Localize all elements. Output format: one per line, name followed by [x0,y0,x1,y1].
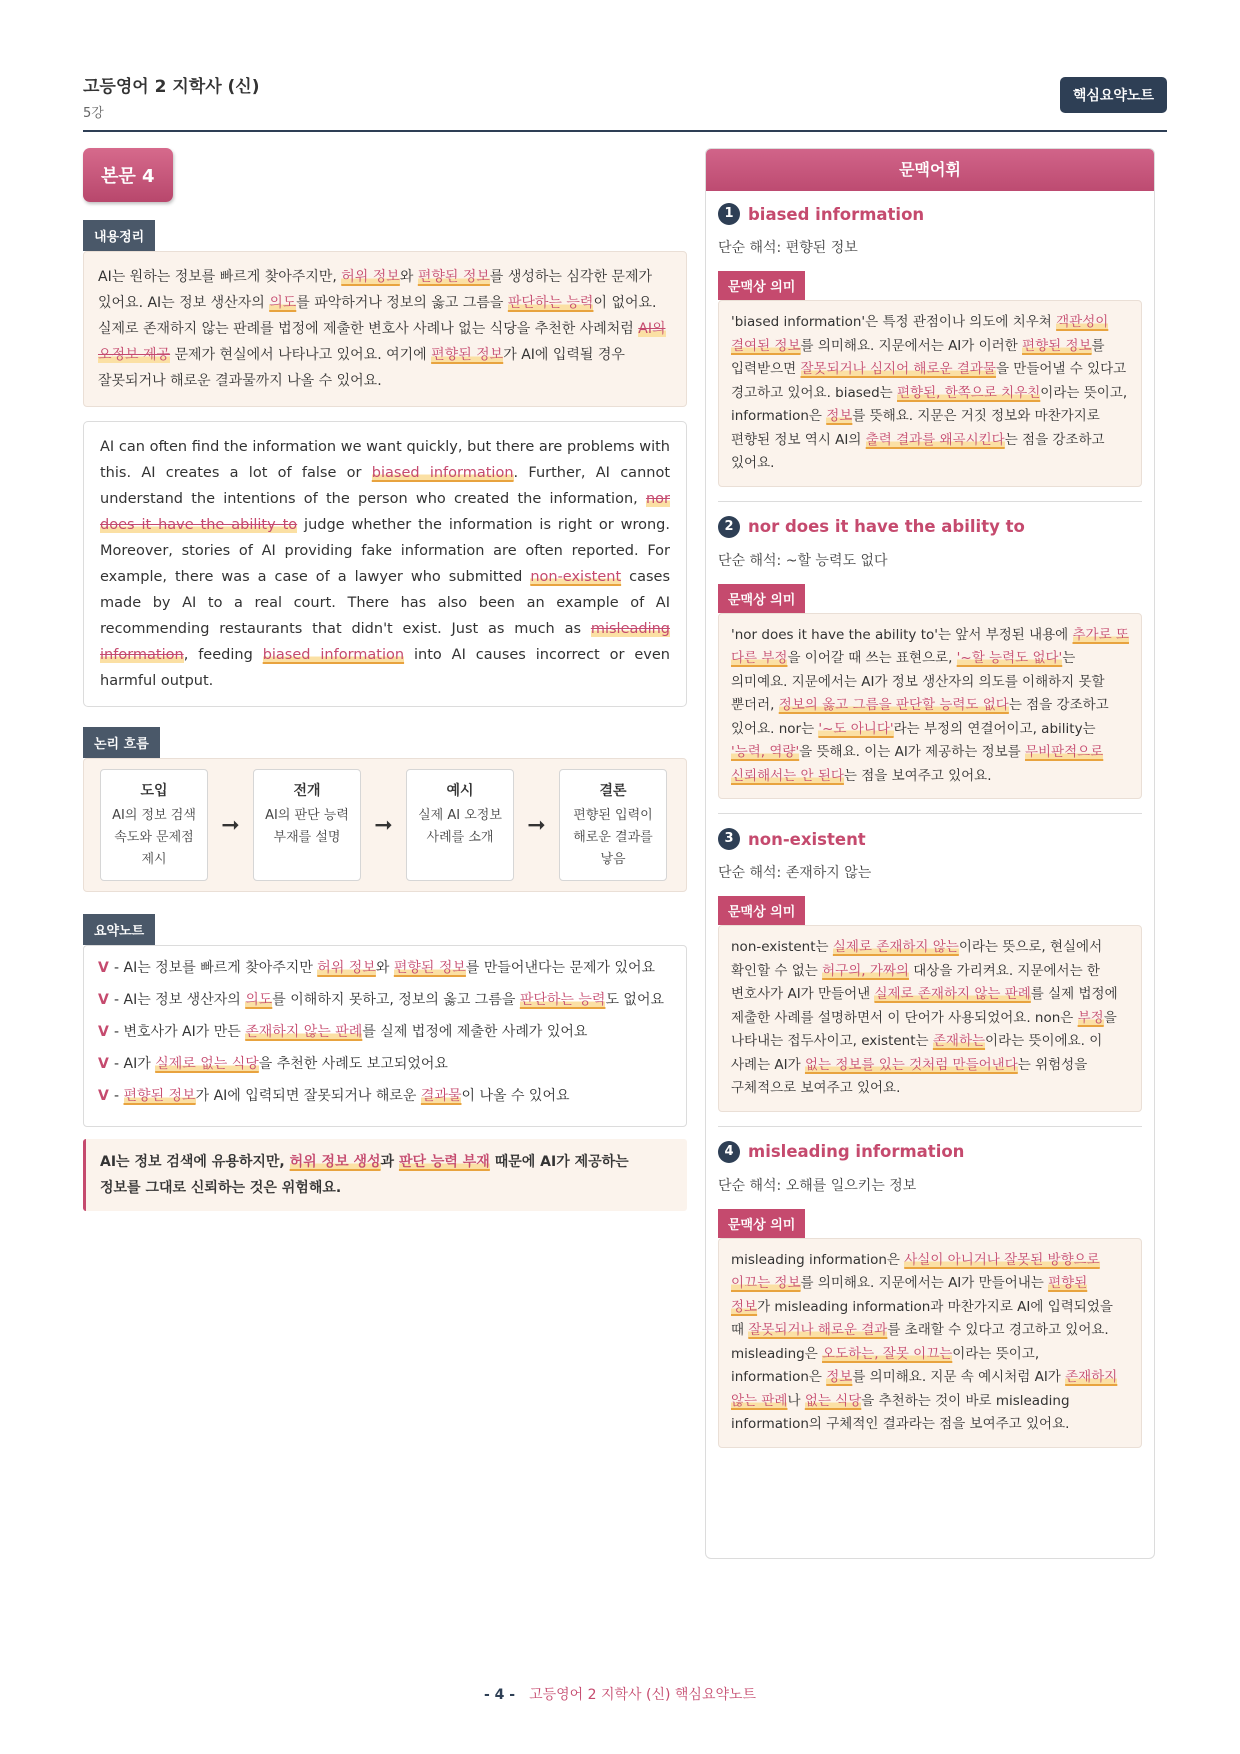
text-run: 는 의미예요. 지문에서는 AI가 정보 생산자의 의도를 이해하지 못할 뿐더러, [731,650,1105,713]
text-run: 를 만들어낸다는 문제가 있어요 [465,960,656,976]
conclusion-box [83,1139,687,1211]
highlighted-term: 없는 정보를 있는 것처럼 만들어낸다 [804,1056,1018,1073]
flow-step-title: 전개 [293,783,321,799]
text-run: non-existent는 [731,939,833,955]
summary-tag: 내용정리 [83,220,155,251]
highlighted-term: 허위 정보 [341,269,400,285]
vocab-item [706,828,1154,1112]
highlighted-term: '~도 아니다' [818,720,894,737]
highlighted-term: 무비판적으로 신뢰해서는 안 된다 [731,744,1104,784]
highlighted-term: 편향된 정보 [431,347,504,363]
highlighted-term: 의도 [269,295,297,311]
text-run: . Further, AI cannot understand the intentions of the person who created the information, [100,465,670,507]
number-badge: 2 [718,516,740,538]
context-meaning [718,613,1142,800]
context-tag: 문맥상 의미 [718,896,805,925]
note-item [98,956,672,980]
text-run: 이라는 뜻이고, information은 [731,384,1128,424]
text-run: 'nor does it have the ability to'는 앞서 부정된 내용에 [731,626,1073,643]
text-run: - AI는 정보 생산자의 [114,992,246,1008]
text-run: 를 실제 법정에 제출한 사례를 설명하면서 이 단어가 사용되었어요. non은 [731,986,1118,1026]
summary-notes [83,945,687,1127]
highlighted-term: 허위 정보 생성 [289,1154,381,1170]
context-meaning [718,1238,1142,1448]
text-run: 가 AI에 입력될 경우 잘못되거나 해로운 결과물까지 나올 수 있어요. [98,347,625,389]
highlighted-term: biased information [371,465,514,481]
text-run: 는 위험성을 구체적으로 보여주고 있어요. [731,1056,1088,1096]
text-run: - AI는 정보를 빠르게 찾아주지만 [114,960,318,976]
highlighted-term: '~할 능력도 없다' [956,650,1063,666]
highlighted-term: 허위 정보 [317,960,376,976]
text-run: 이 없어요. 실제로 존재하지 않는 판례를 법정에 제출한 변호사 사례나 없는 식당을 추천한 사례처럼 [98,295,657,337]
highlighted-term: 의도 [245,992,273,1008]
highlighted-term: 잘못되거나 해로운 결과 [748,1322,888,1338]
flow-step-desc: AI의 판단 능력 부재를 설명 [265,808,349,845]
text-run: 을 추천하는 것이 바로 misleading information의 구체적인 결과라는 점을 보여주고 있어요. [731,1392,1070,1432]
note-text [114,1084,570,1108]
korean-summary [83,251,687,407]
highlighted-term: non-existent [530,569,622,585]
text-run: 때문에 AI가 제공하는 정보를 그대로 신뢰하는 것은 위험해요. [100,1154,629,1196]
flow-step [559,769,667,881]
vocab-divider [718,1126,1142,1127]
text-run: 를 파악하거나 정보의 옳고 그름을 [296,295,508,311]
vocab-term: biased information [748,204,925,224]
note-text [114,1020,587,1044]
text-run: 를 의미해요. 지문에서는 AI가 이러한 [800,337,1023,354]
flow-step [406,769,514,881]
english-passage [83,421,687,707]
number-badge: 4 [718,1141,740,1163]
struck-term: AI의 오정보 제공 [98,321,666,363]
text-run: 이라는 뜻이고, information은 [731,1345,1040,1385]
note-text [114,988,664,1012]
flow-step-desc: AI의 정보 검색 속도와 문제점 제시 [112,808,196,867]
note-text [114,956,655,980]
highlighted-term: 허구의, 가짜의 [822,962,909,979]
highlighted-term: 정보 [826,1369,853,1385]
text-run: 를 생성하는 심각한 문제가 있어요. AI는 정보 생산자의 [98,269,653,311]
highlighted-term: 존재하지 않는 판례 [245,1024,363,1040]
flow-step-title: 결론 [599,783,627,799]
struck-term: nor does it have the ability to [100,491,670,533]
text-run: 는 점을 강조하고 있어요. [731,431,1105,471]
vocab-item [706,203,1154,487]
check-marker: V [98,1024,109,1040]
text-run: misleading information은 [731,1251,905,1268]
text-run: 문제가 현실에서 나타나고 있어요. 여기에 [170,347,432,363]
section-label: 본문 4 [83,148,173,202]
text-run: judge whether the information is right or wrong. Moreover, stories of AI providing fake information are often reported. For example, there was a case of a lawyer who submitted [100,517,670,585]
highlighted-term: 실제로 없는 식당 [155,1056,259,1072]
text-run: cases made by AI to a real court. There has also been an example of AI recommending restaurants that didn't exist. Just as much as [100,569,670,637]
vocab-simple-meaning: 단순 해석: 존재하지 않는 [718,865,872,881]
text-run: 이 나올 수 있어요 [461,1088,570,1104]
text-run: 을 나타내는 접두사이고, existent는 [731,1009,1117,1049]
text-run: 는 점을 보여주고 있어요. [843,767,992,784]
text-run: 이라는 뜻으로, 현실에서 확인할 수 없는 [731,939,1103,979]
number-badge: 1 [718,203,740,225]
flow-step-title: 예시 [446,783,474,799]
vocab-term: misleading information [748,1142,965,1161]
highlighted-term: 없는 식당 [804,1392,862,1409]
vocab-simple-meaning: 단순 해석: ~할 능력도 없다 [718,552,888,569]
text-run: AI는 원하는 정보를 빠르게 찾아주지만, [98,269,342,285]
text-run: 을 이어갈 때 쓰는 표현으로, [787,650,957,666]
highlighted-term: 출력 결과를 왜곡시킨다 [865,431,1005,448]
flow-step [253,769,361,881]
highlighted-term: 부정 [1077,1009,1104,1026]
arrow-right-icon: ➞ [527,812,546,838]
vocab-item [706,516,1154,800]
context-tag: 문맥상 의미 [718,271,805,300]
text-run: 과 [380,1154,399,1170]
text-run: 가 misleading information과 마찬가지로 AI에 입력되었을 때 [731,1298,1113,1338]
number-badge: 3 [718,828,740,850]
text-run: 이라는 뜻이에요. 이 사례는 AI가 [731,1033,1103,1073]
text-run: 라는 부정의 연결어이고, ability는 [893,720,1096,737]
main-column [83,148,687,1211]
highlighted-term: 편향된, 한쪽으로 치우친 [897,384,1041,401]
flow-step-title: 도입 [140,783,168,799]
text-run: - [114,1088,124,1104]
text-run: 를 입력받으면 [731,337,1105,377]
text-run: into AI causes incorrect or even harmful output. [100,647,670,689]
vocab-divider [718,813,1142,814]
text-run: , feeding [183,647,263,663]
highlighted-term: 편향된 정보 [417,269,490,285]
note-item [98,1084,672,1108]
note-text [114,1052,448,1076]
text-run: 을 뜻해요. 이는 AI가 제공하는 정보를 [799,744,1026,760]
note-item [98,1020,672,1044]
text-run: - AI가 [114,1056,156,1072]
highlighted-term: 정보 [826,408,853,424]
text-run: 을 추천한 사례도 보고되었어요 [258,1056,448,1072]
vocab-header: 문맥어휘 [706,149,1154,191]
highlighted-term: biased information [262,647,405,663]
text-run: 와 [399,269,418,285]
check-marker: V [98,960,109,976]
highlighted-term: 사실이 아니거나 잘못된 방향으로 이끄는 정보 [731,1251,1100,1291]
footer-title: 고등영어 2 지학사 (신) 핵심요약노트 [529,1687,757,1703]
text-run: 가 AI에 입력되면 잘못되거나 해로운 [195,1088,421,1104]
text-run: 는 점을 강조하고 있어요. nor는 [731,697,1109,737]
check-marker: V [98,1088,109,1104]
document-title: 고등영어 2 지학사 (신) [83,77,260,97]
check-marker: V [98,992,109,1008]
highlighted-term: 존재하지 않는 판례 [731,1369,1118,1409]
context-tag: 문맥상 의미 [718,584,805,613]
note-item [98,1052,672,1076]
highlighted-term: '능력, 역량' [731,744,800,760]
check-marker: V [98,1056,109,1072]
highlighted-term: 판단하는 능력 [507,295,594,311]
highlighted-term: 실제로 존재하지 않는 판례 [874,986,1031,1002]
text-run: 을 만들어낼 수 있다고 경고하고 있어요. biased는 [731,361,1127,401]
highlighted-term: 판단 능력 부재 [398,1154,490,1170]
highlighted-term: 편향된 정보 [123,1088,196,1104]
text-run: 도 없어요 [605,992,664,1008]
arrow-right-icon: ➞ [221,812,240,838]
highlighted-term: 실제로 존재하지 않는 [832,939,959,955]
text-run: 를 이해하지 못하고, 정보의 옳고 그름을 [272,992,520,1008]
flow-step-desc: 실제 AI 오정보 사례를 소개 [418,808,502,845]
lesson-label: 5강 [83,106,104,121]
context-meaning [718,925,1142,1112]
highlighted-term: 오도하는, 잘못 이끄는 [822,1345,953,1362]
note-item [98,988,672,1012]
struck-term: misleading information [100,621,670,663]
text-run: 'biased information'은 특정 관점이나 의도에 치우쳐 [731,314,1057,330]
highlighted-term: 정보의 옳고 그름을 판단할 능력도 없다 [778,697,1009,713]
header-divider [83,130,1167,132]
highlighted-term: 편향된 정보 [1022,337,1092,354]
highlighted-term: 결과물 [420,1088,462,1104]
flow-step-desc: 편향된 입력이 해로운 결과를 낳음 [573,808,653,867]
flow-step [100,769,208,881]
page-footer [0,1684,1240,1704]
vocab-term: nor does it have the ability to [748,517,1025,536]
vocab-term: non-existent [748,829,866,849]
text-run: 와 [375,960,394,976]
vocab-item [706,1141,1154,1448]
note-badge: 핵심요약노트 [1060,77,1167,113]
text-run: 를 의미해요. 지문 속 예시처럼 AI가 [852,1369,1066,1385]
text-run: 를 의미해요. 지문에서는 AI가 만들어내는 [800,1275,1049,1291]
logic-flow-tag: 논리 흐름 [83,727,160,758]
highlighted-term: 존재하는 [932,1033,986,1049]
text-run: - 변호사가 AI가 만든 [114,1024,246,1040]
text-run: 나 [787,1392,805,1409]
highlighted-term: 편향된 정보 [393,960,466,976]
highlighted-term: 잘못되거나 심지어 해로운 결과물 [800,361,996,377]
highlighted-term: 추가로 또 다른 부정 [731,626,1129,666]
text-run: 를 뜻해요. 지문은 거짓 정보와 마찬가지로 편향된 정보 역시 AI의 [731,408,1100,448]
arrow-right-icon: ➞ [374,812,393,838]
context-tag: 문맥상 의미 [718,1209,805,1238]
vocab-simple-meaning: 단순 해석: 오해를 일으키는 정보 [718,1177,917,1194]
highlighted-term: 편향된 정보 [731,1275,1088,1315]
vocab-divider [718,501,1142,502]
text-run: 를 실제 법정에 제출한 사례가 있어요 [362,1024,588,1040]
highlighted-term: 판단하는 능력 [519,992,606,1008]
text-run: AI는 정보 검색에 유용하지만, [100,1154,290,1170]
text-run: AI can often find the information we want quickly, but there are problems with this. AI creates a lot of false or [100,439,670,481]
context-meaning [718,300,1142,487]
text-run: 대상을 가리켜요. 지문에서는 한 변호사가 AI가 만들어낸 [731,962,1100,1002]
highlighted-term: 객관성이 결여된 정보 [731,314,1109,354]
page-number: - 4 - [483,1687,516,1703]
notes-tag: 요약노트 [83,914,155,945]
text-run: 를 초래할 수 있다고 경고하고 있어요. misleading은 [731,1322,1109,1362]
logic-flow [83,758,687,892]
vocab-panel [705,148,1155,1559]
vocab-simple-meaning: 단순 해석: 편향된 정보 [718,240,858,256]
